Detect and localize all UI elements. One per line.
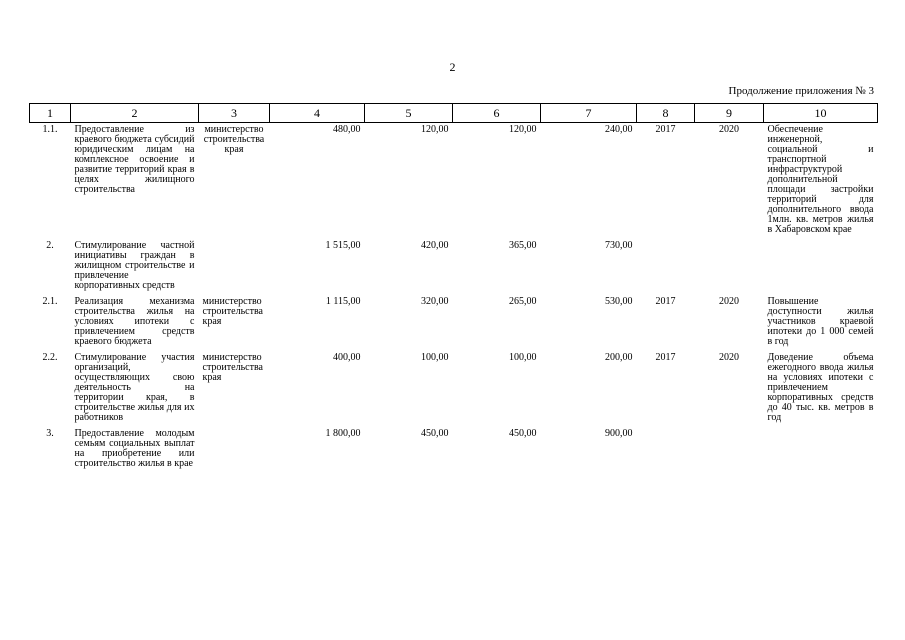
- expected-result: Повышение доступности жилья участников краевой ипотеки до 1 000 семей в год: [767, 296, 874, 347]
- row-number: 2.: [46, 240, 54, 251]
- start-year: 2017: [655, 296, 676, 307]
- header-col-4: 4: [270, 104, 365, 123]
- amount-col-5: 450,00: [421, 428, 449, 439]
- row-number: 3.: [46, 428, 54, 439]
- total-amount: 480,00: [333, 124, 361, 135]
- header-col-1: 1: [30, 104, 71, 123]
- end-year: 2020: [719, 124, 739, 135]
- header-col-9: 9: [695, 104, 764, 123]
- start-year: 2017: [655, 352, 676, 363]
- header-col-6: 6: [453, 104, 541, 123]
- end-year: [695, 427, 764, 473]
- header-col-2: 2: [71, 104, 199, 123]
- total-amount: 1 115,00: [325, 296, 361, 307]
- amount-col-7: 200,00: [605, 352, 633, 363]
- table-header: [30, 104, 878, 123]
- end-year: 2020: [719, 296, 739, 307]
- amount-col-5: 120,00: [421, 124, 449, 135]
- total-amount: 1 515,00: [325, 240, 361, 251]
- amount-col-6: 100,00: [509, 352, 537, 363]
- executor: министерство строительства края: [202, 296, 263, 327]
- executor: министерство строительства края: [203, 124, 265, 155]
- measure-name: Предоставление из краевого бюджета субсидий юридическим лицам на комплексное освоение и развитие территорий края в целях жилищного строительства: [74, 124, 195, 195]
- header-col-8: 8: [637, 104, 695, 123]
- header-row: [30, 104, 878, 123]
- amount-col-7: 530,00: [605, 296, 633, 307]
- executor: [199, 239, 270, 295]
- measure-name: Стимулирование частной инициативы граждан в жилищном строительстве и привлечение корпоративных средств: [74, 240, 195, 291]
- executor: [199, 427, 270, 473]
- amount-col-6: 265,00: [509, 296, 537, 307]
- measure-name: Предоставление молодым семьям социальных выплат на приобретение или строительство жилья в крае: [74, 428, 195, 469]
- table-row: [30, 295, 878, 351]
- amount-col-5: 420,00: [421, 240, 449, 251]
- amount-col-6: 450,00: [509, 428, 537, 439]
- amount-col-6: 365,00: [509, 240, 537, 251]
- header-col-3: 3: [199, 104, 270, 123]
- table-row: [30, 351, 878, 427]
- table-row: [30, 239, 878, 295]
- header-col-10: 10: [764, 104, 878, 123]
- amount-col-7: 240,00: [605, 124, 633, 135]
- start-year: 2017: [655, 124, 676, 135]
- amount-col-5: 320,00: [421, 296, 449, 307]
- program-table: [29, 103, 878, 473]
- amount-col-6: 120,00: [509, 124, 537, 135]
- end-year: [695, 239, 764, 295]
- end-year: 2020: [719, 352, 739, 363]
- amount-col-7: 900,00: [605, 428, 633, 439]
- page-number: 2: [449, 60, 456, 74]
- expected-result: Обеспечение инженерной, социальной и транспортной инфраструктурой дополнительной площади застройки территорий для дополнительного ввода 1млн. кв. метров жилья в Хабаровском крае: [767, 124, 874, 235]
- measure-name: Реализация механизма строительства жилья на условиях ипотеки с привлечением средств краевого бюджета: [74, 296, 195, 347]
- table-row: [30, 427, 878, 473]
- amount-col-5: 100,00: [421, 352, 449, 363]
- row-number: 2.1.: [42, 296, 58, 307]
- start-year: [637, 427, 695, 473]
- row-number: 1.1.: [42, 124, 58, 135]
- expected-result: Доведение объема ежегодного ввода жилья на условиях ипотеки с привлечением корпоративных средств до 40 тыс. кв. метров в год: [767, 352, 874, 423]
- table-body: [30, 123, 878, 474]
- appendix-continuation-label: Продолжение приложения № 3: [728, 85, 874, 97]
- start-year: [637, 239, 695, 295]
- expected-result: [764, 427, 878, 473]
- header-col-5: 5: [365, 104, 453, 123]
- total-amount: 400,00: [333, 352, 361, 363]
- table-row: [30, 123, 878, 240]
- amount-col-7: 730,00: [605, 240, 633, 251]
- expected-result: [764, 239, 878, 295]
- total-amount: 1 800,00: [325, 428, 361, 439]
- executor: министерство строительства края: [202, 352, 263, 383]
- measure-name: Стимулирование участия организаций, осуществляющих свою деятельность на территории края, в строительстве жилья для их работников: [74, 352, 195, 423]
- header-col-7: 7: [541, 104, 637, 123]
- row-number: 2.2.: [42, 352, 58, 363]
